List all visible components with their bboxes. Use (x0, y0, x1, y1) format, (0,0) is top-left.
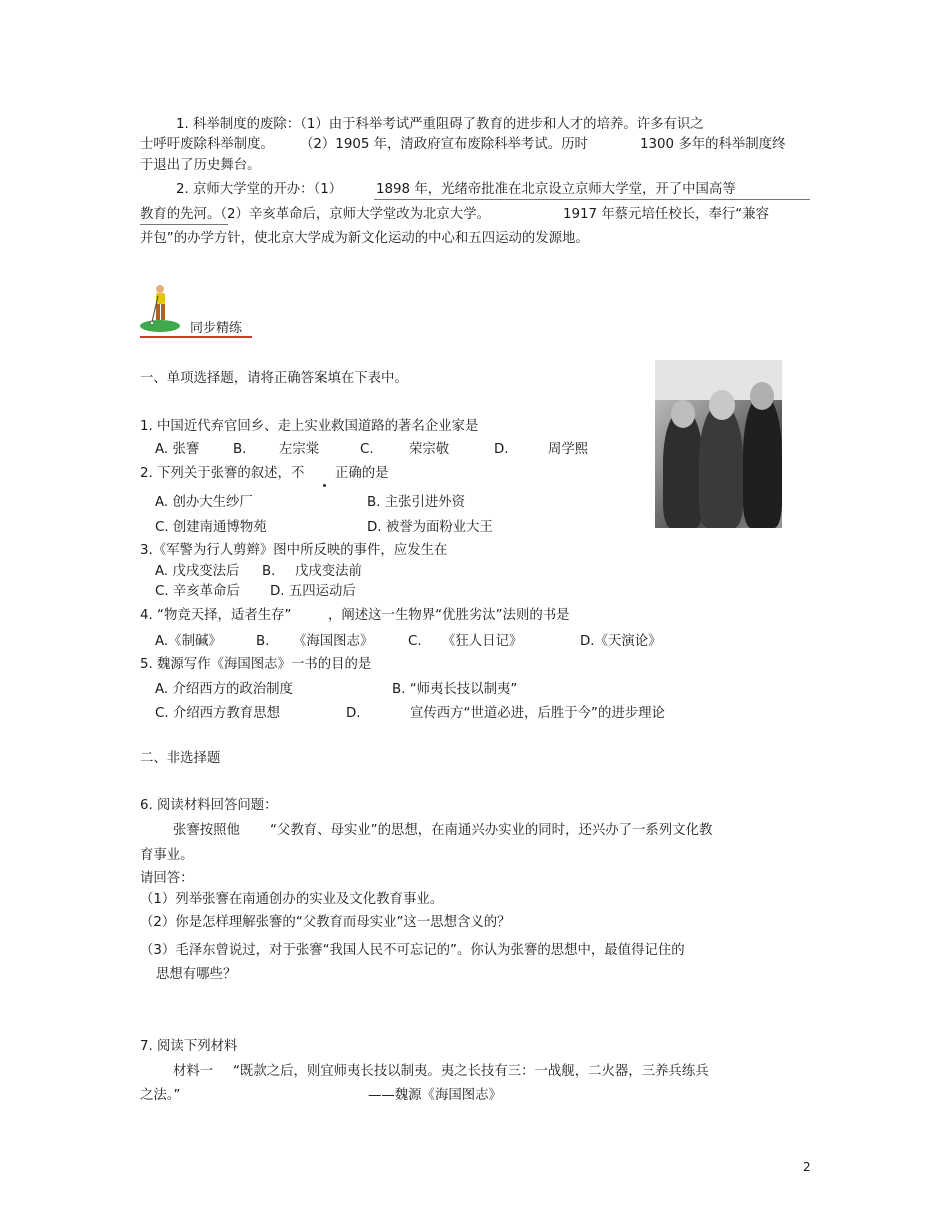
para2-line1b: 1898 年，光绪帝批准在北京设立京师大学堂，开了中国高等 (376, 182, 736, 197)
q4-stem-b: ，阐述这一生物界“优胜劣汰”法则的书是 (328, 608, 570, 623)
q1-option-c-letter: C. (360, 442, 374, 457)
page-number: 2 (803, 1160, 811, 1174)
q5-option-b: B. “师夷长技以制夷” (392, 682, 518, 697)
q4-option-a: A.《制碱》 (155, 634, 222, 649)
q7-material-line1: “既款之后，则宜师夷长技以制夷。夷之长技有三：一战舰，二火器，三养兵练兵 (233, 1064, 709, 1079)
q4-option-c-text: 《狂人日记》 (442, 634, 523, 649)
q1-option-d-letter: D. (494, 442, 509, 457)
q1-option-b-text: 左宗棠 (279, 442, 320, 457)
q3-option-b-text: 戊戌变法前 (295, 564, 362, 579)
q2-option-c: C. 创建南通博物苑 (155, 520, 267, 535)
q6-material-line1a: 张謇按照他 (173, 823, 240, 838)
q5-option-d-text: 宣传西方“世道必进，后胜于今”的进步理论 (410, 706, 665, 721)
para2-line2a: 教育的先河。（2）辛亥革命后，京师大学堂改为北京大学。 (140, 207, 490, 222)
q1-option-c-text: 荣宗敬 (409, 442, 450, 457)
q7-stem: 7. 阅读下列材料 (140, 1039, 238, 1054)
q7-material-label: 材料一 (173, 1064, 214, 1079)
q7-material-line2: 之法。” (140, 1088, 181, 1103)
q5-option-c: C. 介绍西方教育思想 (155, 706, 280, 721)
q5-option-d-letter: D. (346, 706, 361, 721)
para2-line1a: 2. 京师大学堂的开办：（1） (176, 182, 343, 197)
q1-stem: 1. 中国近代弃官回乡、走上实业救国道路的著名企业家是 (140, 419, 479, 434)
q2-stem-a: 2. 下列关于张謇的叙述，不 (140, 466, 305, 481)
para1-line3: 于退出了历史舞台。 (140, 158, 261, 173)
q4-option-b-text: 《海国图志》 (293, 634, 374, 649)
q1-option-d-text: 周学熙 (548, 442, 589, 457)
q2-option-a: A. 创办大生纱厂 (155, 495, 253, 510)
q4-option-d: D.《天演论》 (580, 634, 662, 649)
para1-line2a: 士呼吁废除科举制度。 (140, 137, 274, 152)
para1-line2b: （2）1905 年，清政府宣布废除科举考试。历时 (300, 137, 588, 152)
q3-option-d: D. 五四运动后 (270, 584, 356, 599)
para1-line1: 1. 科举制度的废除：（1）由于科举考试严重阻碍了教育的进步和人才的培养。许多有识之 (176, 117, 704, 132)
q2-option-d: D. 被誉为面粉业大王 (367, 520, 493, 535)
q4-option-c-letter: C. (408, 634, 422, 649)
q2-stem-b: 正确的是 (335, 466, 389, 481)
q6-sub3: （3）毛泽东曾说过，对于张謇“我国人民不可忘记的”。你认为张謇的思想中，最值得记住的 (140, 943, 685, 958)
q6-material-line2: 育事业。 (140, 848, 194, 863)
q3-option-c: C. 辛亥革命后 (155, 584, 240, 599)
q5-option-a: A. 介绍西方的政治制度 (155, 682, 293, 697)
q1-option-b-letter: B. (233, 442, 247, 457)
para1-line2c: 1300 多年的科举制度终 (640, 137, 786, 152)
highlight-underline-2 (140, 224, 228, 225)
q3-stem: 3.《军警为行人剪辫》图中所反映的事件，应发生在 (140, 543, 448, 558)
q6-ask: 请回答： (140, 871, 194, 886)
para2-line3: 并包”的办学方针，使北京大学成为新文化运动的中心和五四运动的发源地。 (140, 231, 589, 246)
q6-material-line1b: “父教育、母实业”的思想，在南通兴办实业的同时，还兴办了一系列文化教 (270, 823, 713, 838)
q2-option-b: B. 主张引进外资 (367, 495, 466, 510)
section-title: 同步精练 (190, 321, 243, 336)
q4-stem-a: 4. “物竞天择，适者生存” (140, 608, 292, 623)
q6-sub3-cont: 思想有哪些？ (156, 967, 237, 982)
part1-heading: 一、单项选择题，请将正确答案填在下表中。 (140, 371, 408, 386)
golfer-icon (140, 282, 190, 334)
q5-stem: 5. 魏源写作《海国图志》一书的目的是 (140, 657, 372, 672)
q4-option-b-letter: B. (256, 634, 270, 649)
historical-photo (655, 360, 782, 528)
q7-material-source: ——魏源《海国图志》 (368, 1088, 502, 1103)
para2-line2b: 1917 年蔡元培任校长，奉行“兼容 (563, 207, 769, 222)
part2-heading: 二、非选择题 (140, 751, 221, 766)
q6-sub2: （2）你是怎样理解张謇的“父教育而母实业”这一思想含义的？ (140, 915, 511, 930)
q1-option-a: A. 张謇 (155, 442, 200, 457)
highlight-underline-1 (374, 199, 810, 200)
emphasis-dot (323, 484, 326, 487)
q3-option-a: A. 戊戌变法后 (155, 564, 240, 579)
q6-stem: 6. 阅读材料回答问题： (140, 798, 278, 813)
q6-sub1: （1）列举张謇在南通创办的实业及文化教育事业。 (140, 892, 444, 907)
section-title-underline (140, 336, 252, 338)
q3-option-b-letter: B. (262, 564, 276, 579)
